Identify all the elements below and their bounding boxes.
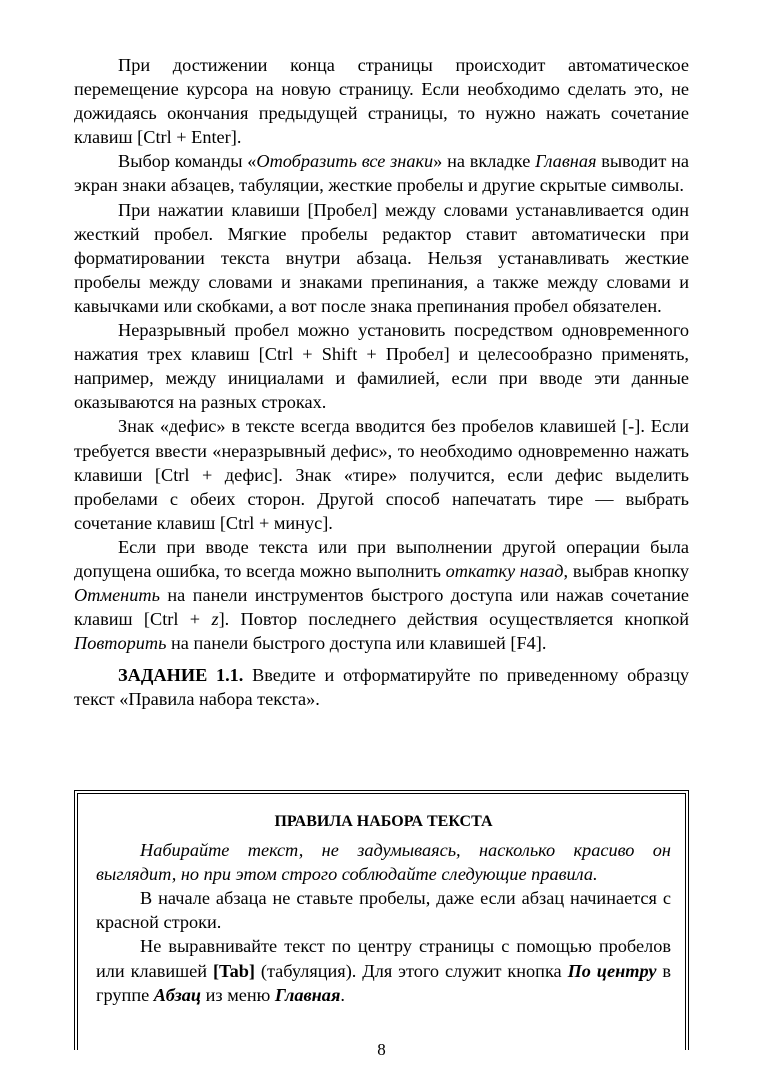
bold-italic-run: Абзац <box>153 984 202 1005</box>
text-run: на панели инструментов быстрого доступа или нажав сочетание клавиш [Ctrl + <box>74 585 689 630</box>
paragraph <box>74 53 689 149</box>
text-run: (табуляция). Для этого служит кнопка <box>254 960 568 981</box>
rules-frame <box>74 790 689 1050</box>
text-run: в группе <box>96 960 671 1005</box>
rules-text <box>96 838 671 1007</box>
bold-italic-run: Главная <box>274 984 341 1005</box>
paragraph <box>74 198 689 318</box>
text-run: Неразрывный пробел можно установить посредством одновременного нажатия трех клавиш [Ctrl + Shift + Пробел] и целесообразно применять, например, между инициалами и фамилией, если при вводе эти данные оказываются на разных строках. <box>74 320 689 413</box>
text-run: ]. Повтор последнего действия осуществляется кнопкой <box>218 609 689 630</box>
task-paragraph <box>74 663 689 711</box>
page-number: 8 <box>377 1040 386 1059</box>
text-run: При нажатии клавиши [Пробел] между словами устанавливается один жесткий пробел. Мягкие пробелы редактор ставит автоматически при форматировании текста внутри абзаца. Нельзя устанавливать жесткие пробелы между словами и знаками препинания, а также между словами и кавычками или скобками, а вот после знака препинания пробел обязателен. <box>74 199 689 316</box>
italic-run: z <box>211 609 219 630</box>
text-run: » на вкладке <box>433 151 536 172</box>
paragraph <box>96 838 671 886</box>
paragraph <box>74 318 689 414</box>
paragraph <box>96 934 671 1006</box>
text-run: Выбор команды « <box>118 151 257 172</box>
italic-run: откатку назад <box>445 560 564 581</box>
paragraph <box>74 149 689 197</box>
task-text: Введите и отформатируйте по приведенному образцу текст «Правила набора текста». <box>74 665 689 710</box>
text-run: , выбрав кнопку <box>563 560 690 581</box>
text-run: В начале абзаца не ставьте пробелы, даже если абзац начинается с красной строки. <box>96 888 671 933</box>
bold-run: [Tab] <box>212 960 255 981</box>
page-body <box>74 53 689 712</box>
rules-title: ПРАВИЛА НАБОРА ТЕКСТА <box>274 813 493 830</box>
paragraph <box>74 414 689 534</box>
paragraph <box>74 535 689 655</box>
text-run: Знак «дефис» в тексте всегда вводится без пробелов клавишей [-]. Если требуется ввести «неразрывный дефис», то необходимо одновременно нажать клавиши [Ctrl + дефис]. Знак «тире» получится, если дефис выделить пробелами с обеих сторон. Другой способ напечатать тире — выбрать сочетание клавиш [Ctrl + минус]. <box>74 416 689 533</box>
text-run: . <box>340 984 345 1005</box>
italic-run: Набирайте текст, не задумываясь, насколько красиво он выглядит, но при этом строго соблюдайте следующие правила. <box>96 840 671 885</box>
text-run: Не выравнивайте текст по центру страницы с помощью пробелов или клавишей <box>96 936 671 981</box>
italic-run: Повторить <box>74 633 167 654</box>
paragraph <box>96 886 671 934</box>
italic-run: Отобразить все знаки <box>256 151 434 172</box>
task-label: ЗАДАНИЕ 1.1. <box>118 665 244 686</box>
text-run: из меню <box>201 984 275 1005</box>
rules-frame-content <box>78 794 685 1007</box>
text-run: выводит на экран знаки абзацев, табуляции, жесткие пробелы и другие скрытые символы. <box>74 151 689 196</box>
text-run: Если при вводе текста или при выполнении другой операции была допущена ошибка, то всегда можно выполнить <box>74 536 689 581</box>
italic-run: Отменить <box>74 585 160 606</box>
text-run: При достижении конца страницы происходит автоматическое перемещение курсора на новую страницу. Если необходимо сделать это, не дожидаясь окончания предыдущей страницы, то нужно нажать сочетание клавиш [Ctrl + Enter]. <box>74 55 689 148</box>
text-run: на панели быстрого доступа или клавишей [F4]. <box>166 633 547 654</box>
main-text <box>74 53 689 655</box>
italic-run: Главная <box>535 151 597 172</box>
bold-italic-run: По центру <box>567 960 657 981</box>
